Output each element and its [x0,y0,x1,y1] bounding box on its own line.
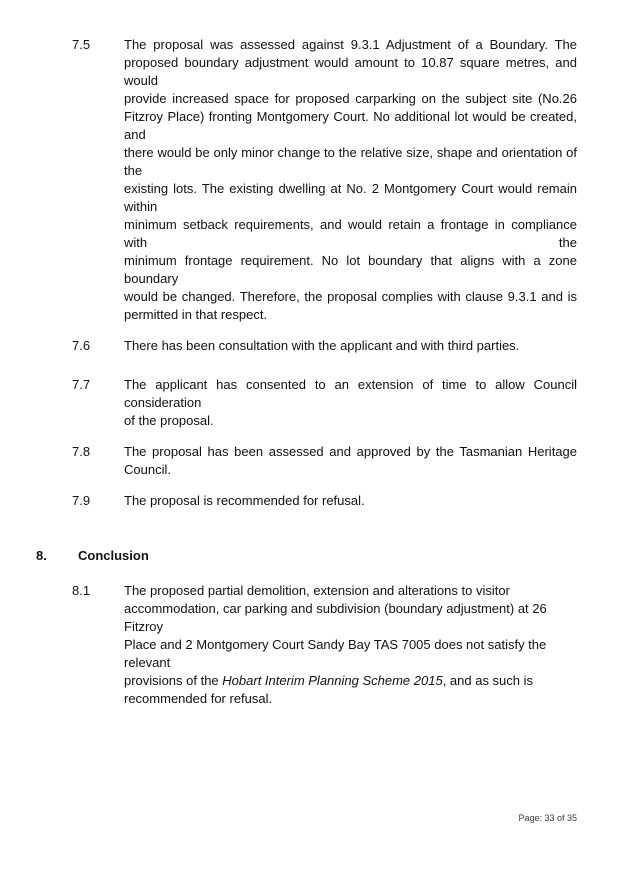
text-line: minimum setback requirements, and would retain a frontage in compliance with the [124,217,577,250]
paragraph-number: 7.6 [72,338,91,353]
text-segment: , and as such is [442,673,534,688]
paragraph-text [124,492,577,510]
text-line: would be changed. Therefore, the proposal complies with clause 9.3.1 and is [124,289,577,304]
text-line: provide increased space for proposed carparking on the subject site (No.26 [124,91,577,106]
text-line: proposed boundary adjustment would amount to 10.87 square metres, and would [124,55,577,88]
text-line: The applicant has consented to an extension of time to allow Council consideration [124,377,577,410]
paragraph-number: 8.1 [72,583,91,598]
paragraph-text [124,376,577,430]
text-line [124,672,577,690]
paragraph-text [124,36,577,324]
text-line: accommodation, car parking and subdivision (boundary adjustment) at 26 Fitzroy [124,601,547,634]
section-title: Conclusion [78,548,149,563]
text-line: Place and 2 Montgomery Court Sandy Bay TAS 7005 does not satisfy the relevant [124,637,547,670]
paragraph-7-9 [0,492,577,510]
paragraph-number: 7.9 [72,493,91,508]
text-line: minimum frontage requirement. No lot boundary that aligns with a zone boundary [124,253,577,286]
paragraph-text [124,337,577,355]
text-line: there would be only minor change to the relative size, shape and orientation of the [124,145,577,178]
paragraph-text [124,443,577,479]
text-line: The proposed partial demolition, extension and alterations to visitor [124,583,510,598]
text-line: permitted in that respect. [124,307,268,322]
text-line: The proposal has been assessed and approved by the Tasmanian Heritage [124,444,577,459]
section-number: 8. [36,548,47,563]
paragraph-7-5 [0,36,577,324]
text-line: of the proposal. [124,413,214,428]
paragraph-number: 7.7 [72,377,91,392]
paragraph-7-6 [0,337,577,355]
section-heading [0,547,577,565]
paragraph-number: 7.8 [72,444,91,459]
page-number: Page: 33 of 35 [518,813,577,823]
text-line: The proposal is recommended for refusal. [124,493,365,508]
text-line: The proposal was assessed against 9.3.1 Adjustment of a Boundary. The [124,37,577,52]
paragraph-7-8 [0,443,577,479]
paragraph-text-lines [124,582,577,672]
paragraph-number: 7.5 [72,37,91,52]
text-line: There has been consultation with the applicant and with third parties. [124,338,520,353]
text-line: recommended for refusal. [124,691,273,706]
paragraph-7-7 [0,376,577,430]
text-line: Fitzroy Place) fronting Montgomery Court. No additional lot would be created, and [124,109,577,142]
text-segment: provisions of the [124,673,223,688]
paragraph-8-1 [0,582,577,708]
paragraph-text [124,582,577,708]
text-line: existing lots. The existing dwelling at No. 2 Montgomery Court would remain within [124,181,577,214]
text-line: Council. [124,462,171,477]
italic-text-segment: Hobart Interim Planning Scheme 2015 [222,673,443,688]
